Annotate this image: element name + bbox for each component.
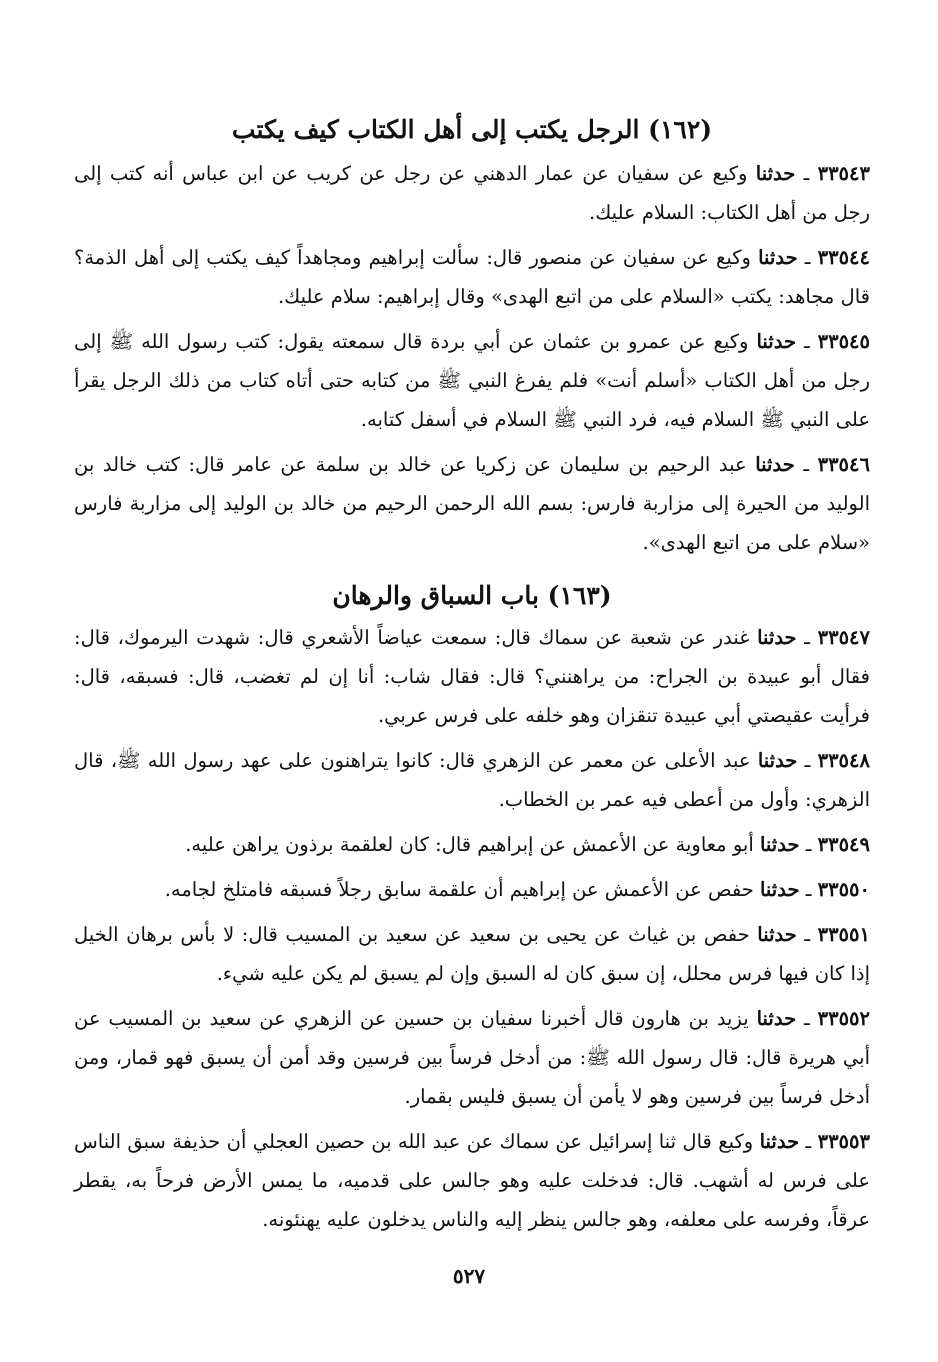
hadith-number: ٣٣٥٤٧	[817, 626, 870, 649]
hadith-number: ٣٣٥٥٢	[817, 1007, 870, 1030]
hadith-text: غندر عن شعبة عن سماك قال: سمعت عياضاً الأشعري قال: شهدت اليرموك، قال: فقال أبو عبيدة بن الجراح: من يراهنني؟ قال: فقال شاب: أنا إن لم تغضب، قال: فسبقه، قال: فرأيت عقيصتي أبي عبيدة تنقزان وهو خلفه على فرس عربي.	[74, 626, 870, 727]
hadith-text: وكيع قال ثنا إسرائيل عن سماك عن عبد الله بن حصين العجلي أن حذيفة سبق الناس على فرس له أشهب. قال: فدخلت عليه وهو جالس على قدميه، ما يمس الأرض فرحاً به، يقطر عرقاً، وفرسه على معلفه، وهو جالس ينظر إليه والناس يدخلون عليه يهنئونه.	[74, 1130, 870, 1231]
hadith-entry: ٣٣٥٤٤ ـ حدثنا وكيع عن سفيان عن منصور قال: سألت إبراهيم ومجاهداً كيف يكتب إلى أهل الذمة؟ قال مجاهد: يكتب «السلام على من اتبع الهدى» وقال إبراهيم: سلام عليك.	[74, 246, 870, 308]
hadith-text: عبد الأعلى عن معمر عن الزهري قال: كانوا يتراهنون على عهد رسول الله ﷺ، قال الزهري: وأول من أعطى فيه عمر بن الخطاب.	[74, 749, 870, 811]
hadith-lead: حدثنا	[757, 749, 798, 772]
chapter-title: (١٦٢) الرجل يكتب إلى أهل الكتاب كيف يكتب	[231, 115, 713, 144]
hadith-lead: حدثنا	[757, 923, 797, 946]
hadith-text: وكيع عن سفيان عن عمار الدهني عن رجل عن كريب عن ابن عباس أنه كتب إلى رجل من أهل الكتاب: السلام عليك.	[74, 162, 870, 224]
hadith-entry: ٣٣٥٥٣ ـ حدثنا وكيع قال ثنا إسرائيل عن سماك عن عبد الله بن حصين العجلي أن حذيفة سبق الناس على فرس له أشهب. قال: فدخلت عليه وهو جالس على قدميه، ما يمس الأرض فرحاً به، يقطر عرقاً، وفرسه على معلفه، وهو جالس ينظر إليه والناس يدخلون عليه يهنئونه.	[74, 1130, 870, 1231]
hadith-lead: حدثنا	[759, 833, 800, 856]
page-number: ٥٢٧	[452, 1264, 486, 1288]
hadith-lead: حدثنا	[759, 878, 800, 901]
hadith-entry: ٣٣٥٥٢ ـ حدثنا يزيد بن هارون قال أخبرنا سفيان بن حسين عن الزهري عن سعيد بن المسيب عن أبي هريرة قال: قال رسول الله ﷺ: من أدخل فرساً بين فرسين وقد أمن أن يسبق فهو قمار، ومن أدخل فرساً بين فرسين وهو لا يأمن أن يسبق فليس بقمار.	[74, 1007, 870, 1108]
hadith-lead: حدثنا	[755, 453, 795, 476]
hadith-entry: ٣٣٥٤٩ ـ حدثنا أبو معاوية عن الأعمش عن إبراهيم قال: كان لعلقمة برذون يراهن عليه.	[185, 833, 870, 856]
hadith-entry: ٣٣٥٤٧ ـ حدثنا غندر عن شعبة عن سماك قال: سمعت عياضاً الأشعري قال: شهدت اليرموك، قال: فقال أبو عبيدة بن الجراح: من يراهنني؟ قال: فقال شاب: أنا إن لم تغضب، قال: فسبقه، قال: فرأيت عقيصتي أبي عبيدة تنقزان وهو خلفه على فرس عربي.	[74, 626, 870, 727]
hadith-entry: ٣٣٥٤٥ ـ حدثنا وكيع عن عمرو بن عثمان عن أبي بردة قال سمعته يقول: كتب رسول الله ﷺ إلى رجل من أهل الكتاب «أسلم أنت» فلم يفرغ النبي ﷺ من كتابه حتى أتاه كتاب من ذلك الرجل يقرأ على النبي ﷺ السلام فيه، فرد النبي ﷺ السلام في أسفل كتابه.	[74, 330, 871, 431]
hadith-lead: حدثنا	[755, 162, 796, 185]
hadith-entry: ٣٣٥٤٣ ـ حدثنا وكيع عن سفيان عن عمار الدهني عن رجل عن كريب عن ابن عباس أنه كتب إلى رجل من أهل الكتاب: السلام عليك.	[74, 162, 870, 224]
hadith-lead: حدثنا	[759, 1130, 800, 1153]
book-page	[74, 110, 870, 1245]
hadith-lead: حدثنا	[757, 626, 797, 649]
hadith-lead: حدثنا	[756, 330, 796, 353]
hadith-text: أبو معاوية عن الأعمش عن إبراهيم قال: كان لعلقمة برذون يراهن عليه.	[185, 833, 754, 856]
hadith-number: ٣٣٥٤٩	[817, 833, 870, 856]
hadith-entry: ٣٣٥٥١ ـ حدثنا حفص بن غياث عن يحيى بن سعيد عن سعيد بن المسيب قال: لا بأس برهان الخيل إذا كان فيها فرس محلل، إن سبق كان له السبق وإن لم يسبق لم يكن عليه شيء.	[74, 923, 870, 985]
hadith-lead: حدثنا	[756, 1007, 797, 1030]
hadith-text: وكيع عن سفيان عن منصور قال: سألت إبراهيم ومجاهداً كيف يكتب إلى أهل الذمة؟ قال مجاهد: يكتب «السلام على من اتبع الهدى» وقال إبراهيم: سلام عليك.	[74, 246, 870, 308]
hadith-number: ٣٣٥٤٣	[817, 162, 870, 185]
hadith-number: ٣٣٥٥١	[817, 923, 870, 946]
hadith-text: حفص عن الأعمش عن إبراهيم أن علقمة سابق رجلاً فسبقه فامتلخ لجامه.	[164, 878, 754, 901]
hadith-number: ٣٣٥٥٣	[817, 1130, 870, 1153]
hadith-number: ٣٣٥٤٦	[817, 453, 870, 476]
hadith-number: ٣٣٥٥٠	[817, 878, 870, 901]
hadith-entry: ٣٣٥٤٨ ـ حدثنا عبد الأعلى عن معمر عن الزهري قال: كانوا يتراهنون على عهد رسول الله ﷺ، قال الزهري: وأول من أعطى فيه عمر بن الخطاب.	[74, 749, 870, 811]
chapter-title: (١٦٣) باب السباق والرهان	[332, 581, 612, 610]
hadith-text: يزيد بن هارون قال أخبرنا سفيان بن حسين عن الزهري عن سعيد بن المسيب عن أبي هريرة قال: قال رسول الله ﷺ: من أدخل فرساً بين فرسين وقد أمن أن يسبق فهو قمار، ومن أدخل فرساً بين فرسين وهو لا يأمن أن يسبق فليس بقمار.	[74, 1007, 870, 1108]
hadith-lead: حدثنا	[758, 246, 798, 269]
hadith-text: حفص بن غياث عن يحيى بن سعيد عن سعيد بن المسيب قال: لا بأس برهان الخيل إذا كان فيها فرس محلل، إن سبق كان له السبق وإن لم يسبق لم يكن عليه شيء.	[74, 923, 870, 985]
hadith-number: ٣٣٥٤٥	[817, 330, 870, 353]
hadith-number: ٣٣٥٤٨	[817, 749, 870, 772]
hadith-number: ٣٣٥٤٤	[817, 246, 870, 269]
hadith-entry: ٣٣٥٥٠ ـ حدثنا حفص عن الأعمش عن إبراهيم أن علقمة سابق رجلاً فسبقه فامتلخ لجامه.	[164, 878, 870, 901]
hadith-entry: ٣٣٥٤٦ ـ حدثنا عبد الرحيم بن سليمان عن زكريا عن خالد بن سلمة عن عامر قال: كتب خالد بن الوليد من الحيرة إلى مزاربة فارس: بسم الله الرحمن الرحيم من خالد بن الوليد إلى مزاربة فارس «سلام على من اتبع الهدى».	[74, 453, 870, 554]
hadith-text: وكيع عن عمرو بن عثمان عن أبي بردة قال سمعته يقول: كتب رسول الله ﷺ إلى رجل من أهل الكتاب «أسلم أنت» فلم يفرغ النبي ﷺ من كتابه حتى أتاه كتاب من ذلك الرجل يقرأ على النبي ﷺ السلام فيه، فرد النبي ﷺ السلام في أسفل كتابه.	[74, 330, 871, 431]
hadith-text: عبد الرحيم بن سليمان عن زكريا عن خالد بن سلمة عن عامر قال: كتب خالد بن الوليد من الحيرة إلى مزاربة فارس: بسم الله الرحمن الرحيم من خالد بن الوليد إلى مزاربة فارس «سلام على من اتبع الهدى».	[74, 453, 870, 554]
